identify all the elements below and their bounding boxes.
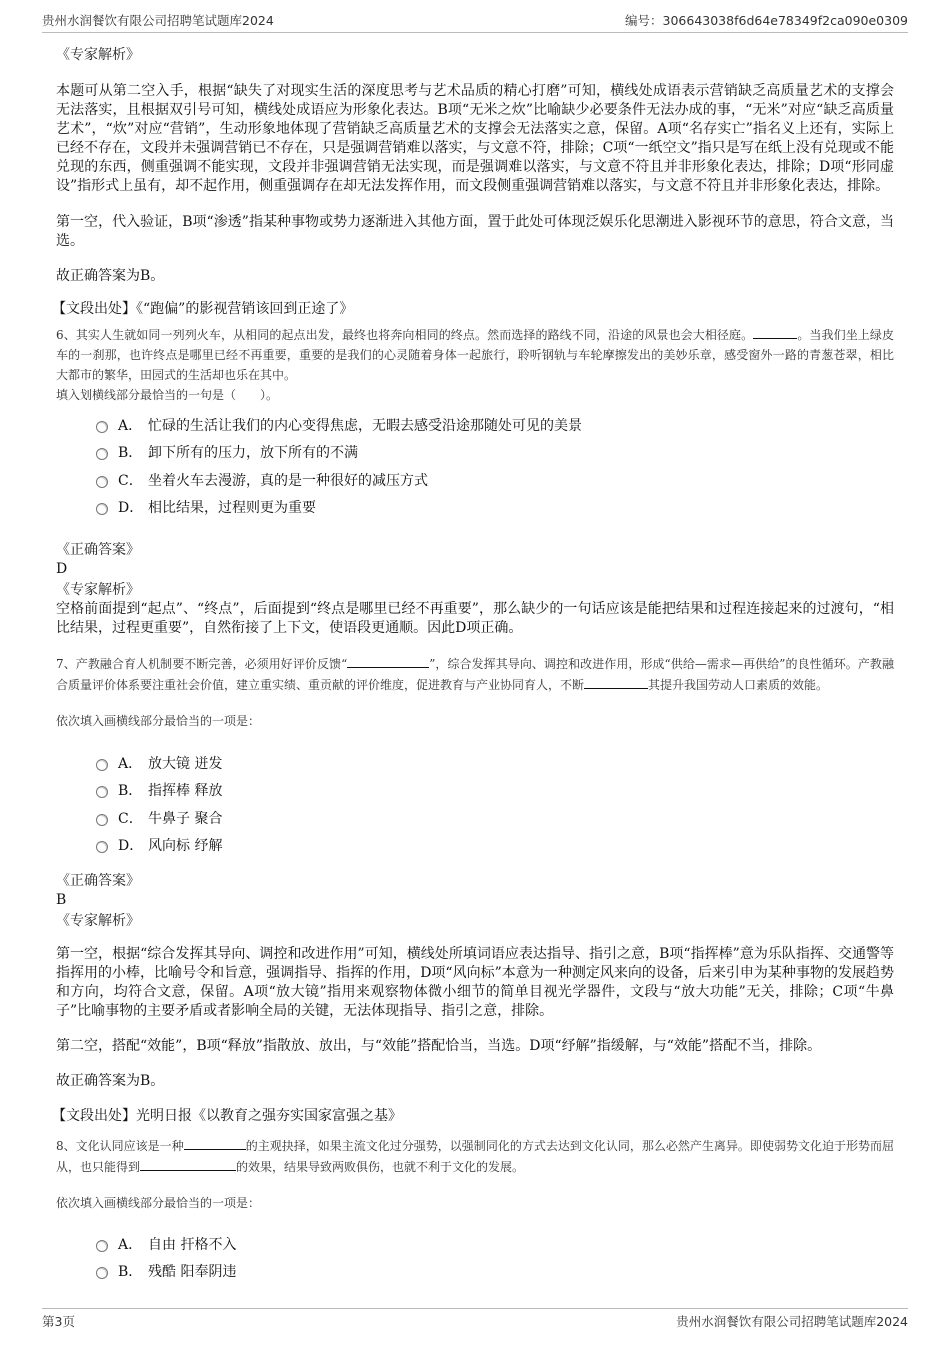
q7-option-a[interactable]: A． 放大镜 迸发 [96, 749, 894, 777]
page-footer [42, 1308, 908, 1333]
q8-option-b[interactable]: B． 残酷 阳奉阴违 [96, 1258, 894, 1286]
q7-options [96, 749, 894, 859]
footer-title: 贵州水润餐饮有限公司招聘笔试题库2024 [676, 1314, 908, 1329]
analysis-label: 《专家解析》 [56, 913, 140, 929]
q7-source: 【文段出处】光明日报《以教育之强夯实国家富强之基》 [52, 1108, 402, 1124]
radio-icon[interactable] [96, 814, 108, 826]
radio-icon[interactable] [96, 476, 108, 488]
q6-answer: D [56, 561, 68, 577]
radio-icon[interactable] [96, 786, 108, 798]
q8-prompt: 依次填入画横线部分最恰当的一项是： [56, 1196, 261, 1210]
q7-option-d[interactable]: D． 风向标 纾解 [96, 832, 894, 860]
q5-conclusion: 故正确答案为B。 [56, 268, 165, 284]
q6-options [96, 411, 894, 521]
analysis-label: 《专家解析》 [56, 47, 140, 63]
q7-analysis-para2: 第二空，搭配“效能”，B项“释放”指散放、放出，与“效能”搭配恰当，当选。D项“纾解”指缓解，与“效能”搭配不当，排除。 [56, 1038, 822, 1054]
radio-icon[interactable] [96, 503, 108, 515]
header-title: 贵州水润餐饮有限公司招聘笔试题库2024 [42, 13, 274, 28]
q6-prompt: 填入划横线部分最恰当的一句是（ ）。 [56, 388, 279, 402]
q6-option-a[interactable]: A． 忙碌的生活让我们的内心变得焦虑，无暇去感受沿途那随处可见的美景 [96, 411, 894, 439]
q7-option-c[interactable]: C． 牛鼻子 聚合 [96, 804, 894, 832]
q7-option-b[interactable]: B． 指挥棒 释放 [96, 777, 894, 805]
page-number: 第3页 [42, 1314, 75, 1329]
q7-blank-2 [584, 675, 648, 689]
q6-analysis: 空格前面提到“起点”、“终点”，后面提到“终点是哪里已经不再重要”，那么缺少的一句话应该是能把结果和过程连接起来的过渡句，“相比结果，过程更重要”，自然衔接了上下文，使语段更通顺。因此D项正确。 [56, 601, 894, 636]
q8-blank-1 [184, 1136, 246, 1150]
q7-analysis-para1: 第一空，根据“综合发挥其导向、调控和改进作用”可知，横线处所填词语应表达指导、指引之意，B项“指挥棒”意为乐队指挥、交通警等指挥用的小棒，比喻号令和旨意，强调指导、指挥的作用，D项“风向标”本意为一种测定风来向的设备，后来引申为某种事物的发展趋势和方向，均符合文意，保留。A项“放大镜”指用来观察物体微小细节的简单目视光学器件，文段与“放大功能”无关，排除；C项“牛鼻子”比喻事物的主要矛盾或者影响全局的关键，无法体现指导、指引之意，排除。 [56, 946, 894, 1019]
document-id: 编号：306643038f6d64e78349f2ca090e0309 [625, 13, 908, 28]
page-content [52, 42, 894, 1285]
q5-analysis-para2: 第一空，代入验证，B项“渗透”指某种事物或势力逐渐进入其他方面，置于此处可体现泛娱乐化思潮进入影视环节的意思，符合文意，当选。 [56, 214, 894, 249]
q6-option-d[interactable]: D． 相比结果，过程则更为重要 [96, 494, 894, 522]
radio-icon[interactable] [96, 421, 108, 433]
q7-answer: B [56, 892, 67, 908]
q8-blank-2 [140, 1157, 236, 1171]
q7-prompt: 依次填入画横线部分最恰当的一项是： [56, 714, 261, 728]
q5-analysis-para1: 本题可从第二空入手，根据“缺失了对现实生活的深度思考与艺术品质的精心打磨”可知，横线处成语表示营销缺乏高质量艺术的支撑会无法落实，且根据双引号可知，横线处成语应为形象化表达。B项“无米之炊”比喻缺少必要条件无法办成的事，“无米”对应“缺乏高质量艺术”，“炊”对应“营销”，生动形象地体现了营销缺乏高质量艺术的支撑会无法落实之意，保留。A项“名存实亡”指名义上还有，实际上已经不存在，文段并未强调营销已不存在，只是强调营销难以落实，与文意不符，排除；C项“一纸空文”指只是写在纸上没有兑现或不能兑现的东西，侧重强调不能实现，文段并非强调营销无法实现，而是强调难以落实，与文意不符且并非形象化表达，排除；D项“形同虚设”指形式上虽有，却不起作用，侧重强调存在却无法发挥作用，而文段侧重强调营销难以落实，与文意不符且并非形象化表达，排除。 [56, 83, 894, 194]
radio-icon[interactable] [96, 1240, 108, 1252]
q7-blank-1 [347, 654, 429, 668]
q6-option-c[interactable]: C． 坐着火车去漫游，真的是一种很好的减压方式 [96, 466, 894, 494]
q6-blank [753, 325, 797, 339]
analysis-label: 《专家解析》 [56, 582, 140, 598]
q8-stem: 8、文化认同应该是一种 的主观抉择，如果主流文化过分强势，以强制同化的方式去达到文化认同，那么必然产生离异。即使弱势文化迫于形势而屈从，也只能得到 的效果，结果导致两败俱伤，也就不利于文化的发展。 [56, 1136, 894, 1178]
q8-options [96, 1230, 894, 1285]
page-header [42, 8, 908, 33]
correct-answer-label: 《正确答案》 [56, 873, 140, 889]
radio-icon[interactable] [96, 841, 108, 853]
radio-icon[interactable] [96, 448, 108, 460]
q8-option-a[interactable]: A． 自由 扞格不入 [96, 1230, 894, 1258]
q6-stem: 6、其实人生就如同一列列火车，从相同的起点出发，最终也将奔向相同的终点。然而选择的路线不同，沿途的风景也会大相径庭。 。当我们坐上绿皮车的一刹那，也许终点是哪里已经不再重要，重要的是我们的心灵随着身体一起旅行，聆听钢轨与车轮摩擦发出的美妙乐章，感受窗外一路的青葱苍翠，相比大都市的繁华，田园式的生活却也乐在其中。 [56, 325, 894, 385]
q7-conclusion: 故正确答案为B。 [56, 1073, 165, 1089]
q7-stem: 7、产教融合育人机制要不断完善，必须用好评价反馈“ ”，综合发挥其导向、调控和改进作用，形成“供给—需求—再供给”的良性循环。产教融合质量评价体系要注重社会价值，建立重实绩、重贡献的评价维度，促进教育与产业协同育人，不断 其提升我国劳动人口素质的效能。 [56, 654, 894, 696]
radio-icon[interactable] [96, 1267, 108, 1279]
radio-icon[interactable] [96, 759, 108, 771]
q6-option-b[interactable]: B． 卸下所有的压力，放下所有的不满 [96, 439, 894, 467]
q5-source: 【文段出处】《“跑偏”的影视营销该回到正途了》 [52, 301, 354, 317]
correct-answer-label: 《正确答案》 [56, 542, 140, 558]
